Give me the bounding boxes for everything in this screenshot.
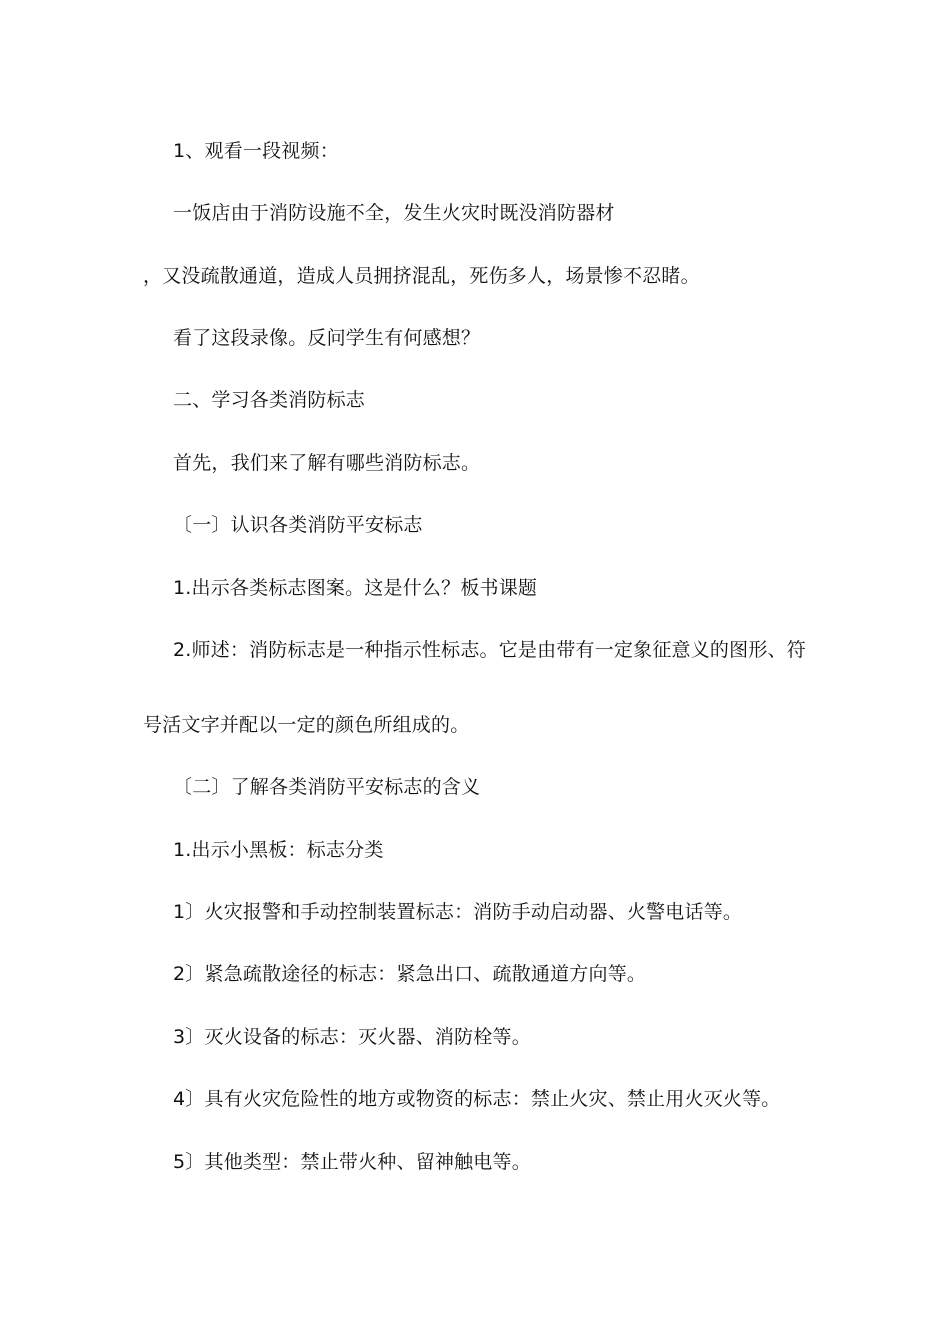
subsection-heading: 〔一〕认识各类消防平安标志 (173, 514, 423, 536)
paragraph-line: ，又没疏散通道，造成人员拥挤混乱，死伤多人，场景惨不忍睹。 (143, 265, 700, 287)
list-item: 2〕紧急疏散途径的标志：紧急出口、疏散通道方向等。 (173, 963, 647, 985)
list-item: 5〕其他类型：禁止带火种、留神触电等。 (173, 1151, 531, 1173)
paragraph-line: 1、观看一段视频： (173, 140, 339, 162)
paragraph-line: 号活文字并配以一定的颜色所组成的。 (143, 714, 470, 736)
paragraph-line: 一饭店由于消防设施不全，发生火灾时既没消防器材 (173, 202, 615, 224)
list-item: 2.师述：消防标志是一种指示性标志。它是由带有一定象征意义的图形、符 (173, 639, 806, 661)
list-item: 4〕具有火灾危险性的地方或物资的标志：禁止火灾、禁止用火灭火等。 (173, 1088, 781, 1110)
paragraph-line: 首先，我们来了解有哪些消防标志。 (173, 452, 481, 474)
section-heading: 二、学习各类消防标志 (173, 389, 366, 411)
list-item: 1〕火灾报警和手动控制装置标志：消防手动启动器、火警电话等。 (173, 901, 743, 923)
paragraph-line: 看了这段录像。反问学生有何感想？ (173, 327, 481, 349)
subsection-heading: 〔二〕了解各类消防平安标志的含义 (173, 776, 481, 798)
list-item: 1.出示小黑板：标志分类 (173, 839, 384, 861)
list-item: 3〕灭火设备的标志：灭火器、消防栓等。 (173, 1026, 531, 1048)
list-item: 1.出示各类标志图案。这是什么？板书课题 (173, 577, 538, 599)
